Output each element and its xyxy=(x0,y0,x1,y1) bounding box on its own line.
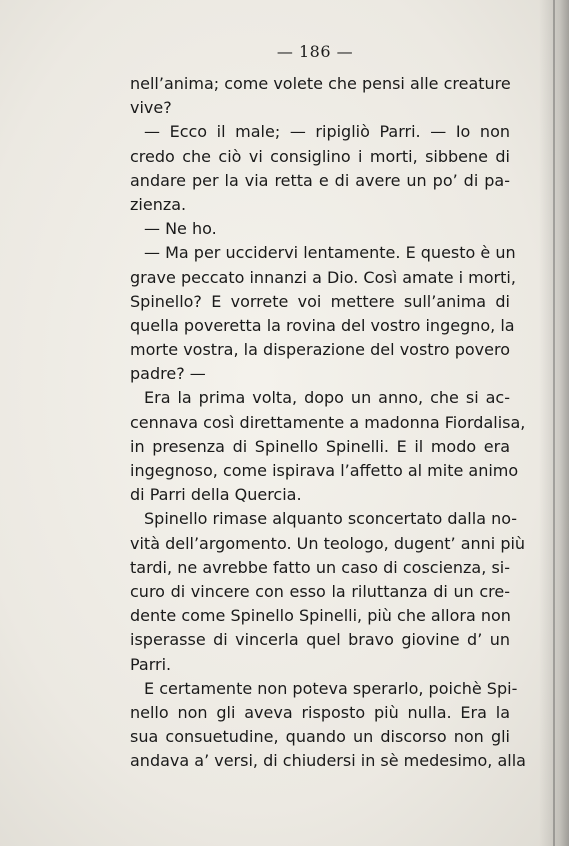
text-line: vità dell’argomento. Un teologo, dugent’ anni più xyxy=(130,533,526,553)
page-number: — 186 — xyxy=(276,42,354,61)
text-line: isperasse di vincerla quel bravo giovine d’ un xyxy=(130,630,510,650)
text-line: cennava così direttamente a madonna Fiordalisa, xyxy=(130,412,526,432)
text-line: curo di vincere con esso la riluttanza di un cre- xyxy=(130,581,510,601)
text-line: di Parri della Quercia. xyxy=(130,485,302,505)
text-line: vive? xyxy=(130,98,172,118)
text-line: nello non gli aveva risposto più nulla. Era la xyxy=(130,702,510,722)
text-line: nell’anima; come volete che pensi alle creature xyxy=(130,74,511,93)
text-line: andare per la via retta e di avere un po’ di pa- xyxy=(130,170,510,190)
text-line: grave peccato innanzi a Dio. Così amate i morti, xyxy=(130,267,516,287)
text-line: zienza. xyxy=(130,194,187,214)
body-text xyxy=(130,72,526,773)
text-line: sua consuetudine, quando un discorso non gli xyxy=(130,727,510,747)
text-line: dente come Spinello Spinelli, più che allora non xyxy=(130,606,511,626)
text-line: Parri. xyxy=(130,654,172,674)
text-line: ingegnoso, come ispirava l’affetto al mite animo xyxy=(130,461,519,480)
text-line: — Ne ho. xyxy=(144,219,217,239)
text-line: E certamente non poteva sperarlo, poichè Spi- xyxy=(144,678,518,698)
text-line: — Ma per uccidervi lentamente. E questo è un xyxy=(144,243,516,263)
text-line: credo che ciò vi consiglino i morti, sibbene di xyxy=(130,146,510,166)
text-line: Era la prima volta, dopo un anno, che si ac- xyxy=(144,388,510,408)
text-line: — Ecco il male; — ripigliò Parri. — Io non xyxy=(144,122,510,142)
text-line: in presenza di Spinello Spinelli. E il modo era xyxy=(130,436,510,456)
text-line: Spinello rimase alquanto sconcertato dalla no- xyxy=(144,509,518,529)
text-line: padre? — xyxy=(130,364,206,384)
text-line: quella poveretta la rovina del vostro ingegno, la xyxy=(130,315,515,335)
text-line: andava a’ versi, di chiudersi in sè medesimo, alla xyxy=(130,751,526,771)
text-line: tardi, ne avrebbe fatto un caso di coscienza, si- xyxy=(130,557,510,577)
page-gutter-line xyxy=(553,0,555,846)
text-line: Spinello? E vorrete voi mettere sull’anima di xyxy=(130,291,510,311)
text-line: morte vostra, la disperazione del vostro povero xyxy=(130,340,510,360)
